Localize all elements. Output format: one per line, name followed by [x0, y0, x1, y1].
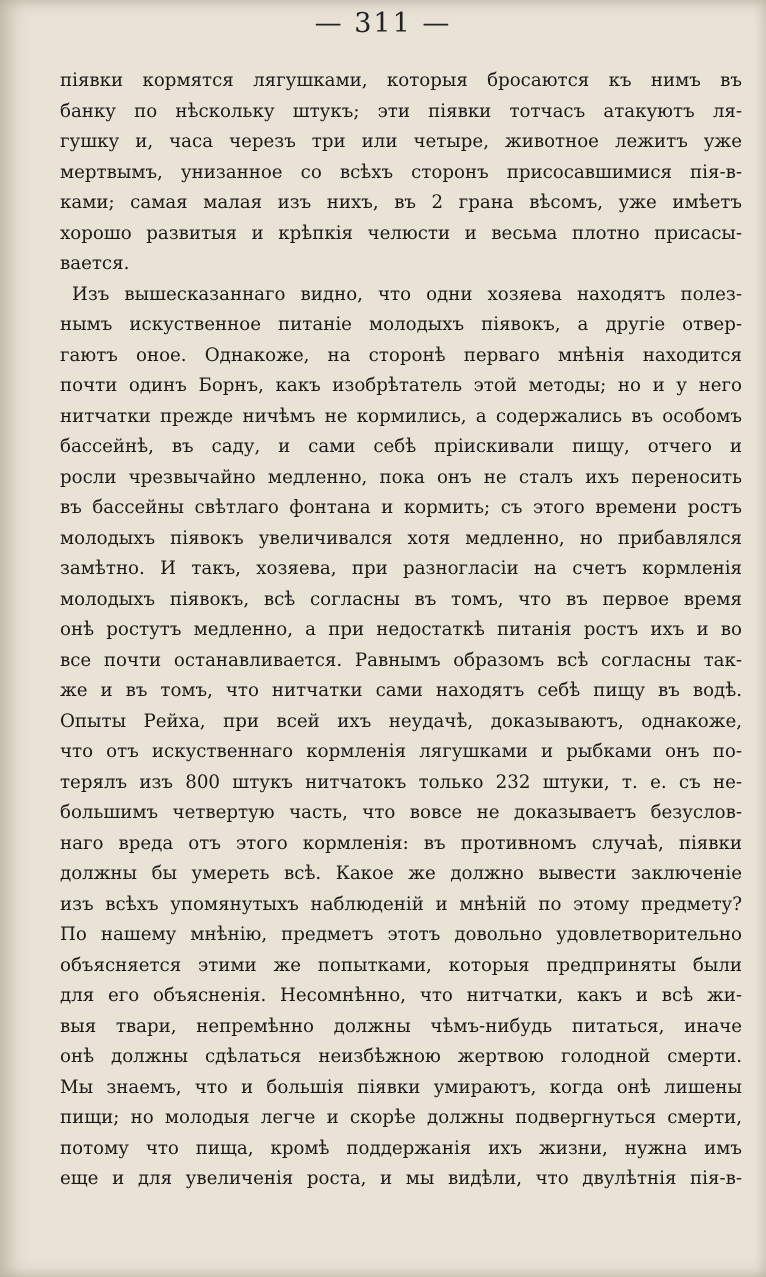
text-line: бассейнѣ, въ саду, и сами себѣ пріискивали пищу, отчего и: [60, 436, 742, 457]
text-line: выя твари, непремѣнно должны чѣмъ-нибудь питаться, иначе: [60, 1015, 742, 1037]
text-line: банку по нѣскольку штукъ; эти піявки тотчасъ атакуютъ ля-: [60, 100, 742, 122]
text-line: гаютъ оное. Однакоже, на сторонѣ перваго мнѣнія находится: [60, 344, 742, 366]
text-line: піявки кормятся лягушками, которыя бросаются къ нимъ въ: [60, 70, 742, 91]
text-line: По нашему мнѣнію, предметъ этотъ довольно удовлетворительно: [60, 924, 742, 945]
text-line: мертвымъ, унизанное со всѣхъ сторонъ присосавшимися пія-в-: [60, 161, 742, 183]
text-line: должны бы умереть всѣ. Какое же должно вывести заключеніе: [60, 863, 742, 884]
text-line: въ бассейны свѣтлаго фонтана и кормить; съ этого времени ростъ: [60, 497, 742, 518]
text-line: пищи; но молодыя легче и скорѣе должны подвергнуться смерти,: [60, 1107, 742, 1128]
text-line: потому что пища, кромѣ поддержанія ихъ жизни, нужна имъ: [60, 1137, 742, 1159]
page-number-header: — 311 —: [314, 8, 452, 39]
text-line: хорошо развитыя и крѣпкія челюсти и весьма плотно присасы-: [60, 222, 742, 244]
text-line: для его объясненія. Несомнѣнно, что нитчатки, какъ и всѣ жи-: [60, 985, 742, 1006]
text-line: Мы знаемъ, что и большія піявки умираютъ, когда онѣ лишены: [60, 1076, 742, 1098]
text-line: терялъ изъ 800 штукъ нитчатокъ только 232 штуки, т. е. съ не-: [60, 771, 742, 793]
paragraph-end-line: вается.: [60, 253, 130, 274]
text-line: молодыхъ піявокъ увеличивался хотя медленно, но прибавлялся: [60, 527, 742, 549]
page-body-text: [60, 66, 742, 1195]
text-line: гушку и, часа черезъ три или четыре, животное лежитъ уже: [60, 131, 742, 152]
text-line: все почти останавливается. Равнымъ образомъ всѣ согласны так-: [60, 649, 742, 671]
text-line: нитчатки прежде ничѣмъ не кормились, а содержались въ особомъ: [60, 405, 742, 427]
text-line: замѣтно. И такъ, хозяева, при разногласіи на счетъ кормленія: [60, 558, 742, 579]
text-line: наго вреда отъ этого кормленія: въ противномъ случаѣ, піявки: [60, 832, 742, 854]
text-line: почти одинъ Борнъ, какъ изобрѣтатель этой методы; но и у него: [60, 375, 742, 396]
text-line: молодыхъ піявокъ, всѣ согласны въ томъ, что въ первое время: [60, 588, 742, 610]
text-line: объясняется этими же попытками, которыя предприняты были: [60, 954, 742, 976]
text-line: Опыты Рейха, при всей ихъ неудачѣ, доказываютъ, однакоже,: [60, 710, 742, 732]
text-line: онѣ должны сдѣлаться неизбѣжною жертвою голодной смерти.: [60, 1046, 742, 1067]
text-line: онѣ ростутъ медленно, а при недостаткѣ питанія ростъ ихъ и во: [60, 619, 742, 640]
text-line: большимъ четвертую часть, что вовсе не доказываетъ безуслов-: [60, 802, 742, 823]
text-line: же и въ томъ, что нитчатки сами находятъ себѣ пищу въ водѣ.: [60, 680, 742, 701]
text-line: изъ всѣхъ упомянутыхъ наблюденій и мнѣній по этому предмету?: [60, 893, 742, 915]
text-line: росли чрезвычайно медленно, пока онъ не сталъ ихъ переносить: [60, 466, 742, 488]
text-line: что отъ искуственнаго кормленія лягушками и рыбками онъ по-: [60, 741, 742, 762]
text-line: ками; самая малая изъ нихъ, въ 2 грана вѣсомъ, уже имѣетъ: [60, 192, 742, 213]
paragraph-start-line: Изъ вышесказаннаго видно, что одни хозяева находятъ полез-: [72, 283, 742, 305]
text-line: еще и для увеличенія роста, и мы видѣли, что двулѣтнія пія-в-: [60, 1168, 742, 1189]
text-line: нымъ искуственное питаніе молодыхъ піявокъ, а другіе отвер-: [60, 314, 742, 335]
